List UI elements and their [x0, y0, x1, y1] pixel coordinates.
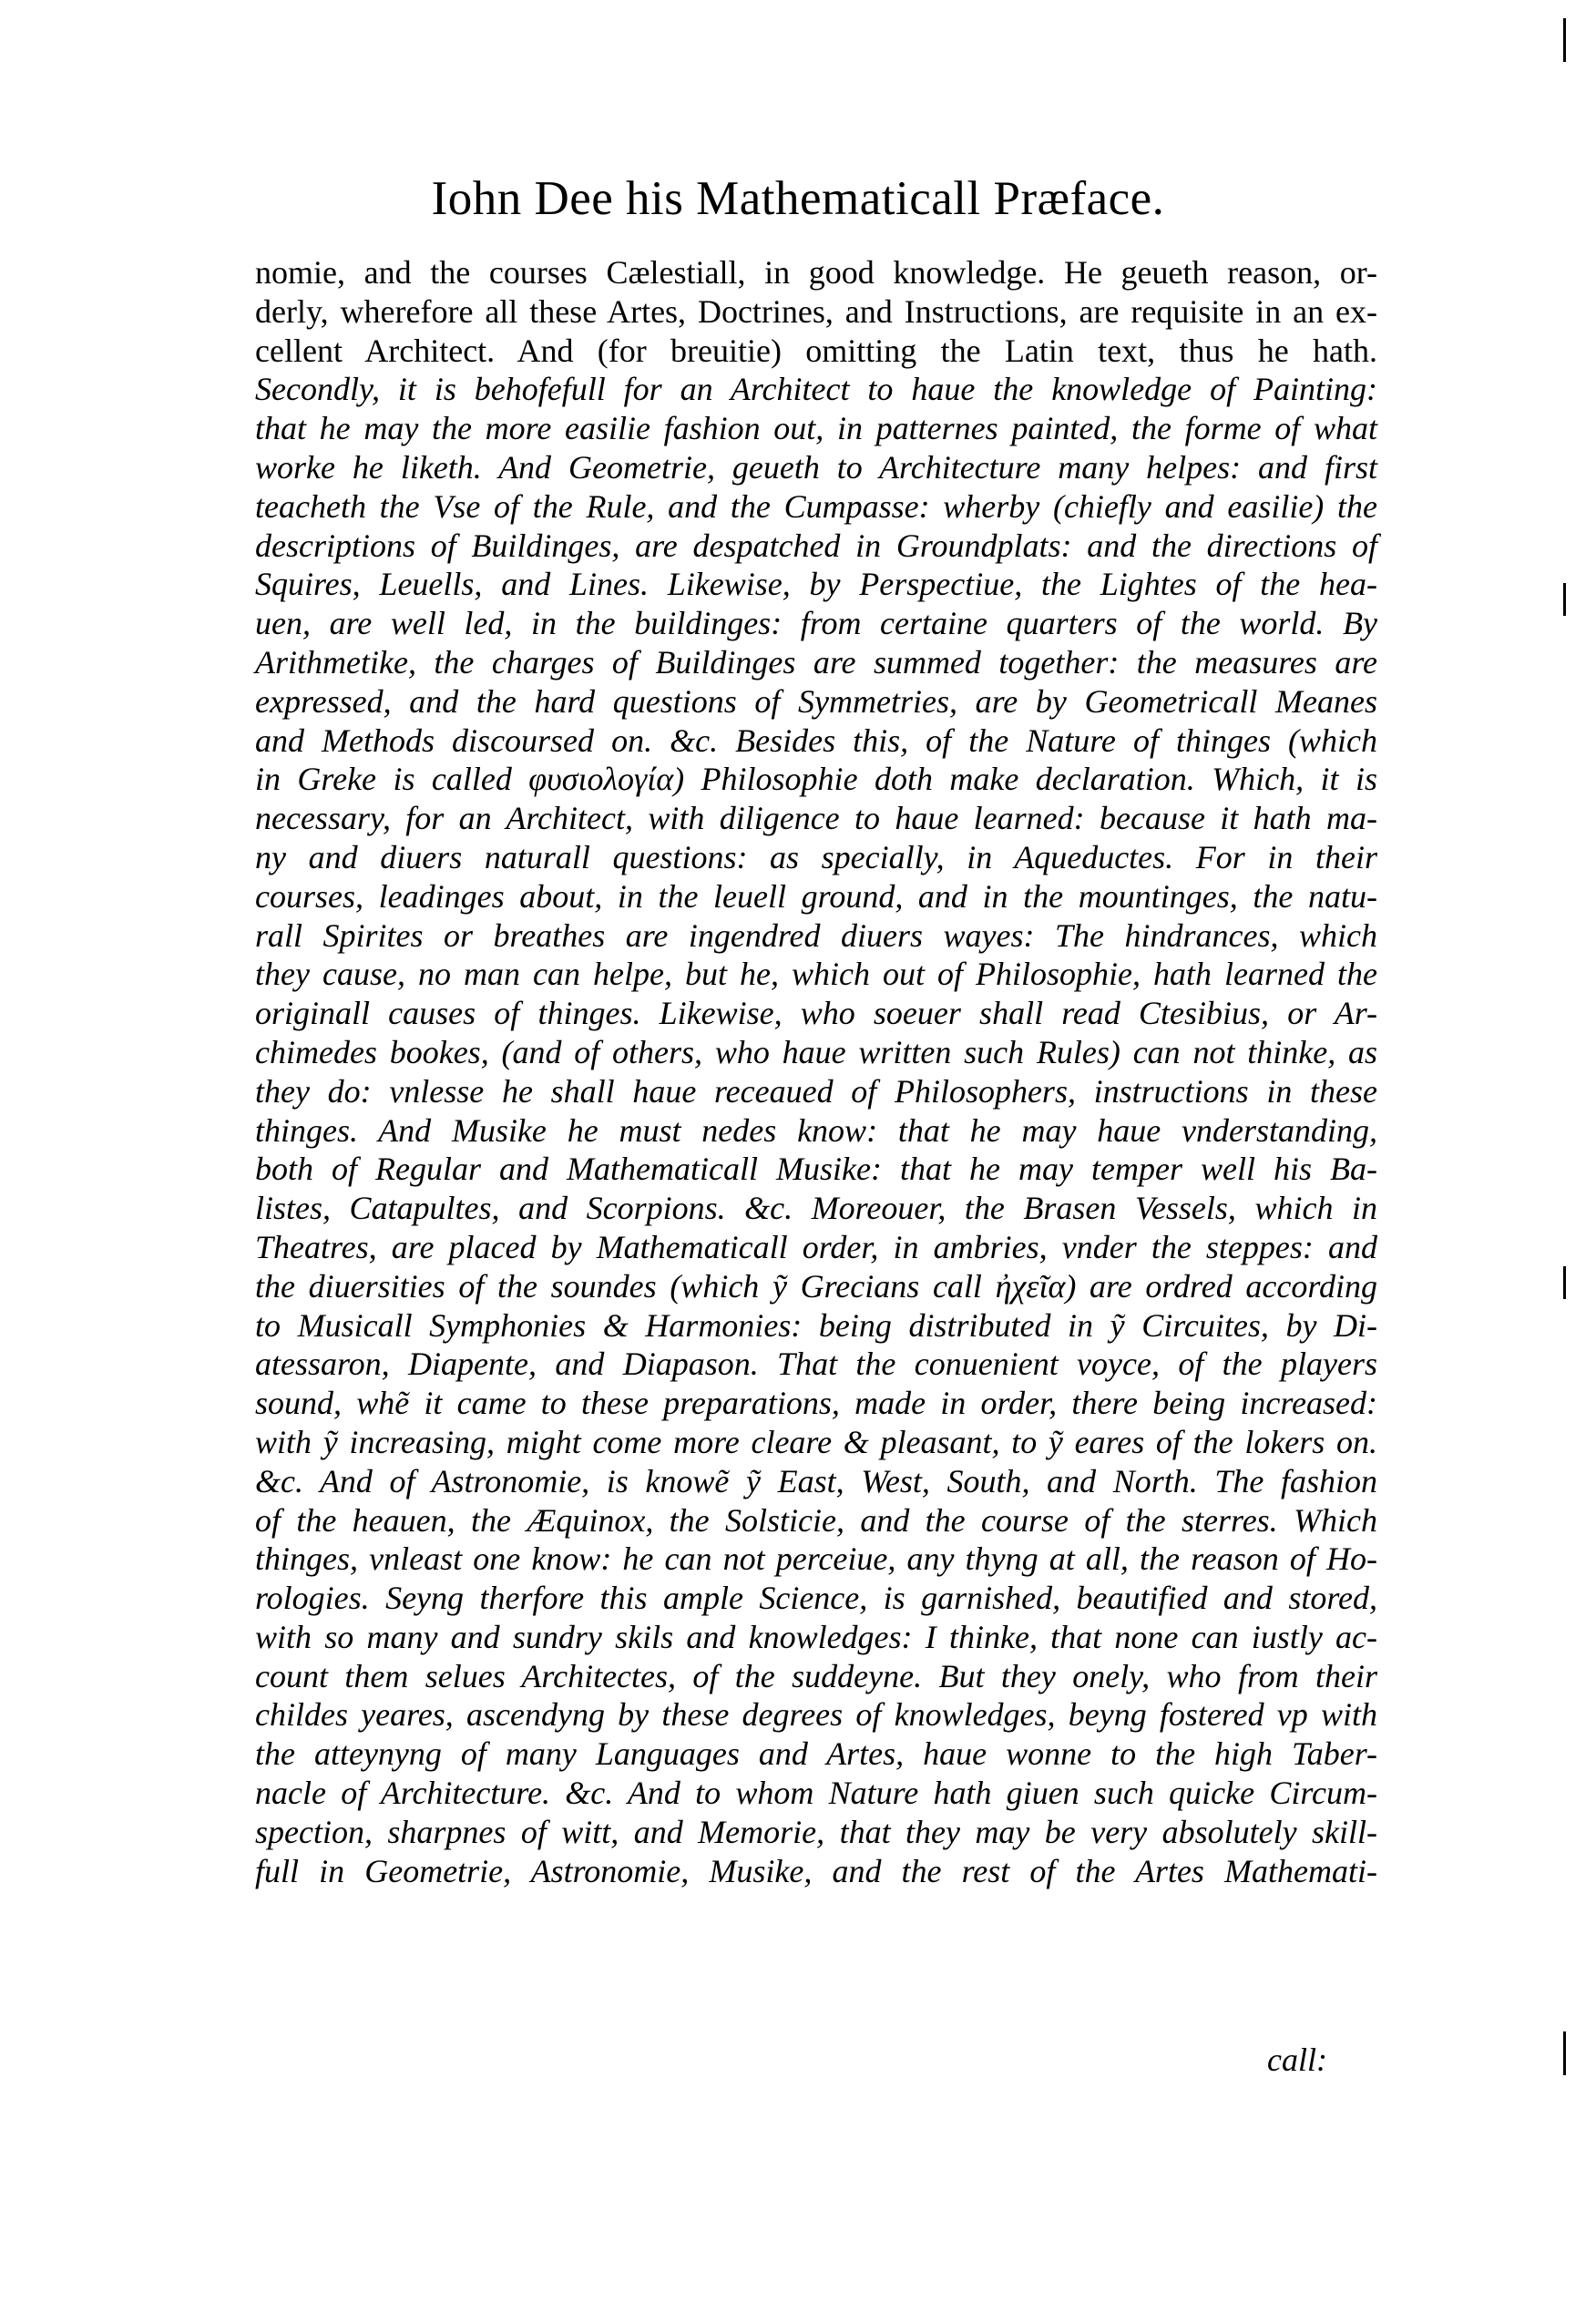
text-line: atessaron, Diapente, and Diapason. That the conuenient voyce, of the players [255, 1346, 1377, 1383]
text-line: Theatres, are placed by Mathematicall order, in ambries, vnder the steppes: and [255, 1228, 1377, 1265]
text-line: and Methods discoursed on. &c. Besides this, of the Nature of thinges (which [255, 721, 1377, 759]
text-line: to Musicall Symphonies & Harmonies: being distributed in ỹ Circuites, by Di- [255, 1306, 1377, 1344]
text-line: originall causes of thinges. Likewise, who soeuer shall read Ctesibius, or Ar- [255, 995, 1377, 1032]
text-line: count them selues Architectes, of the suddeyne. But they onely, who from their [255, 1657, 1377, 1694]
text-line: with ỹ increasing, might come more cleare & pleasant, to ỹ eares of the lokers on. [255, 1423, 1377, 1460]
text-line: of the heauen, the Æquinox, the Solsticie, and the course of the sterres. Which [255, 1501, 1377, 1539]
text-line: worke he liketh. And Geometrie, geueth to Architecture many helpes: and first [255, 448, 1377, 486]
text-line: sound, whẽ it came to these preparations, made in order, there being increased: [255, 1385, 1377, 1422]
text-line: that he may the more easilie fashion out, in patternes painted, the forme of what [255, 410, 1377, 447]
margin-mark [1563, 18, 1566, 62]
text-line: nacle of Architecture. &c. And to whom Nature hath giuen such quicke Circum- [255, 1775, 1377, 1812]
text-line: they do: vnlesse he shall haue receaued of Philosophers, instructions in these [255, 1072, 1377, 1110]
text-line: in Greke is called φυσιολογία) Philosophie doth make declaration. Which, it is [255, 761, 1377, 798]
text-line: cellent Architect. And (for breuitie) omitting the Latin text, thus he hath. [255, 332, 1377, 369]
text-line: rologies. Seyng therfore this ample Science, is garnished, beautified and stored, [255, 1580, 1377, 1617]
text-line: they cause, no man can helpe, but he, which out of Philosophie, hath learned the [255, 956, 1377, 993]
text-line: both of Regular and Mathematicall Musike: that he may temper well his Ba- [255, 1151, 1377, 1188]
text-line: derly, wherefore all these Artes, Doctrines, and Instructions, are requisite in an ex- [255, 292, 1377, 330]
text-line: the atteynyng of many Languages and Artes, haue wonne to the high Taber- [255, 1735, 1377, 1773]
text-line: with so many and sundry skils and knowledges: I thinke, that none can iustly ac- [255, 1618, 1377, 1655]
text-line: expressed, and the hard questions of Symmetries, are by Geometricall Meanes [255, 682, 1377, 720]
catchword: call: [1267, 2042, 1327, 2078]
text-line: childes yeares, ascendyng by these degrees of knowledges, beyng fostered vp with [255, 1696, 1377, 1734]
text-line: Arithmetike, the charges of Buildinges are summed together: the measures are [255, 643, 1377, 681]
text-line: Squires, Leuells, and Lines. Likewise, by Perspectiue, the Lightes of the hea- [255, 566, 1377, 603]
text-line: nomie, and the courses Cælestiall, in good knowledge. He geueth reason, or- [255, 254, 1377, 291]
margin-mark [1563, 1266, 1566, 1299]
text-line: chimedes bookes, (and of others, who haue written such Rules) can not thinke, as [255, 1033, 1377, 1070]
running-head: Iohn Dee his Mathematicall Præface. [431, 172, 1165, 225]
text-line: thinges. And Musike he must nedes know: that he may haue vnderstanding, [255, 1111, 1377, 1149]
text-line: uen, are well led, in the buildinges: from certaine quarters of the world. By [255, 605, 1377, 642]
text-line: courses, leadinges about, in the leuell ground, and in the mountinges, the natu- [255, 877, 1377, 915]
text-line: rall Spirites or breathes are ingendred diuers wayes: The hindrances, which [255, 916, 1377, 954]
text-line: ny and diuers naturall questions: as specially, in Aqueductes. For in their [255, 838, 1377, 875]
margin-mark [1563, 583, 1566, 616]
text-line: thinges, vnleast one know: he can not perceiue, any thyng at all, the reason of Ho- [255, 1540, 1377, 1578]
text-line: listes, Catapultes, and Scorpions. &c. Moreouer, the Brasen Vessels, which in [255, 1190, 1377, 1227]
text-line: teacheth the Vse of the Rule, and the Cumpasse: wherby (chiefly and easilie) the [255, 487, 1377, 525]
body-text [255, 253, 1377, 1890]
text-line: spection, sharpnes of witt, and Memorie, that they may be very absolutely skill- [255, 1813, 1377, 1850]
text-line: Secondly, it is behofefull for an Architect to haue the knowledge of Painting: [255, 371, 1377, 408]
text-line: &c. And of Astronomie, is knowẽ ỹ East, West, South, and North. The fashion [255, 1462, 1377, 1499]
text-line: necessary, for an Architect, with diligence to haue learned: because it hath ma- [255, 800, 1377, 837]
text-line: descriptions of Buildinges, are despatched in Groundplats: and the directions of [255, 527, 1377, 564]
margin-mark [1563, 2031, 1566, 2075]
text-line: full in Geometrie, Astronomie, Musike, and the rest of the Artes Mathemati- [255, 1852, 1377, 1889]
text-line: the diuersities of the soundes (which ỹ Grecians call ἠχεῖα) are ordred according [255, 1267, 1377, 1305]
